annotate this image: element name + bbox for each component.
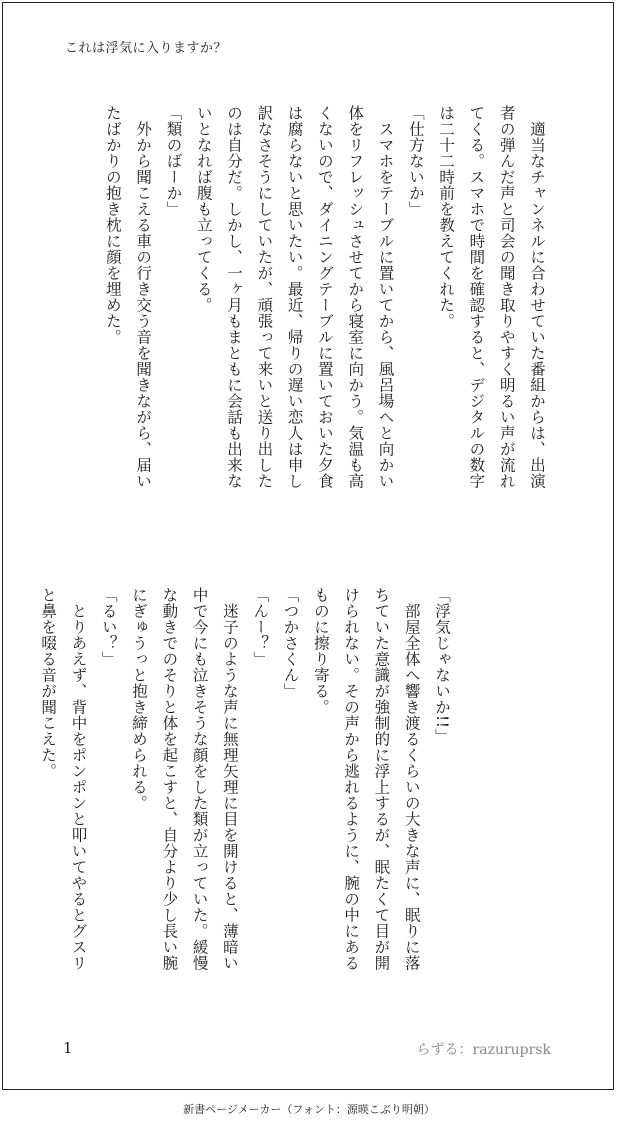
- text-line: な動きでのそりと体を起こすと、自分より少し長い腕: [160, 587, 179, 971]
- page-title: これは浮気に入りますか？: [65, 41, 228, 56]
- generator-caption: 新書ページメーカー（フォント：源暎こぶり明朝）: [183, 1103, 435, 1116]
- text-line: てくる。スマホで時間を確認すると、デジタルの数字: [467, 105, 486, 489]
- text-line: 「るい？」: [99, 587, 118, 667]
- page-number: 1: [63, 1039, 73, 1057]
- text-line: 「つかさくん」: [281, 587, 300, 699]
- text-line: にぎゅうっと抱き締められる。: [130, 587, 149, 811]
- text-line: 外から聞こえる車の行き交う音を聞きながら、届い: [134, 105, 153, 489]
- text-line: は二十二時前を教えてくれた。: [437, 105, 456, 329]
- text-line: 「仕方ないか」: [406, 105, 425, 217]
- text-line: いとなれば腹も立ってくる。: [194, 105, 213, 313]
- text-line: ものに擦り寄る。: [311, 587, 330, 715]
- text-line: 中で今にも泣きそうな顔をした類が立っていた。緩慢: [190, 587, 209, 971]
- text-block-top: [98, 105, 552, 545]
- text-line: 適当なチャンネルに合わせていた番組からは、出演: [528, 105, 546, 489]
- page-frame: [2, 2, 614, 1090]
- text-line: スマホをテーブルに置いてから、風呂場へと向かい: [376, 105, 395, 489]
- text-line: けられない。その声から逃れるように、腕の中にある: [342, 587, 361, 971]
- text-line: 「んー？」: [251, 587, 270, 667]
- text-line: 者の弾んだ声と司会の聞き取りやすく明るい声が流れ: [497, 105, 516, 489]
- text-line: のは自分だ。しかし、一ヶ月もまともに会話も出来な: [225, 105, 244, 489]
- text-line: と鼻を啜る音が聞こえた。: [39, 587, 58, 779]
- text-line: 部屋全体へ響き渡るくらいの大きな声に、眠りに落: [402, 587, 421, 971]
- author-credit: らずる：razuruprsk: [416, 1042, 551, 1058]
- text-line: 「類のばーか」: [164, 105, 183, 217]
- text-line: は腐らないと思いたい。最近、帰りの遅い恋人は申し: [285, 105, 304, 489]
- text-line: 迷子のような声に無理矢理に目を開けると、薄暗い: [220, 587, 239, 971]
- text-line: 「浮気じゃないか!!」: [433, 587, 451, 745]
- text-line: とりあえず、背中をポンポンと叩いてやるとグスリ: [69, 587, 88, 971]
- text-line: たばかりの抱き枕に顔を埋めた。: [103, 105, 122, 345]
- text-line: くないので、ダイニングテーブルに置いておいた夕食: [315, 105, 334, 489]
- text-line: 体をリフレッシュさせてから寝室に向かう。気温も高: [346, 105, 365, 489]
- text-line: 訳なさそうにしていたが、頑張って来いと送り出した: [255, 105, 274, 489]
- text-block-bottom: [33, 587, 457, 1027]
- text-line: ちていた意識が強制的に浮上するが、眠たくて目が開: [372, 587, 391, 971]
